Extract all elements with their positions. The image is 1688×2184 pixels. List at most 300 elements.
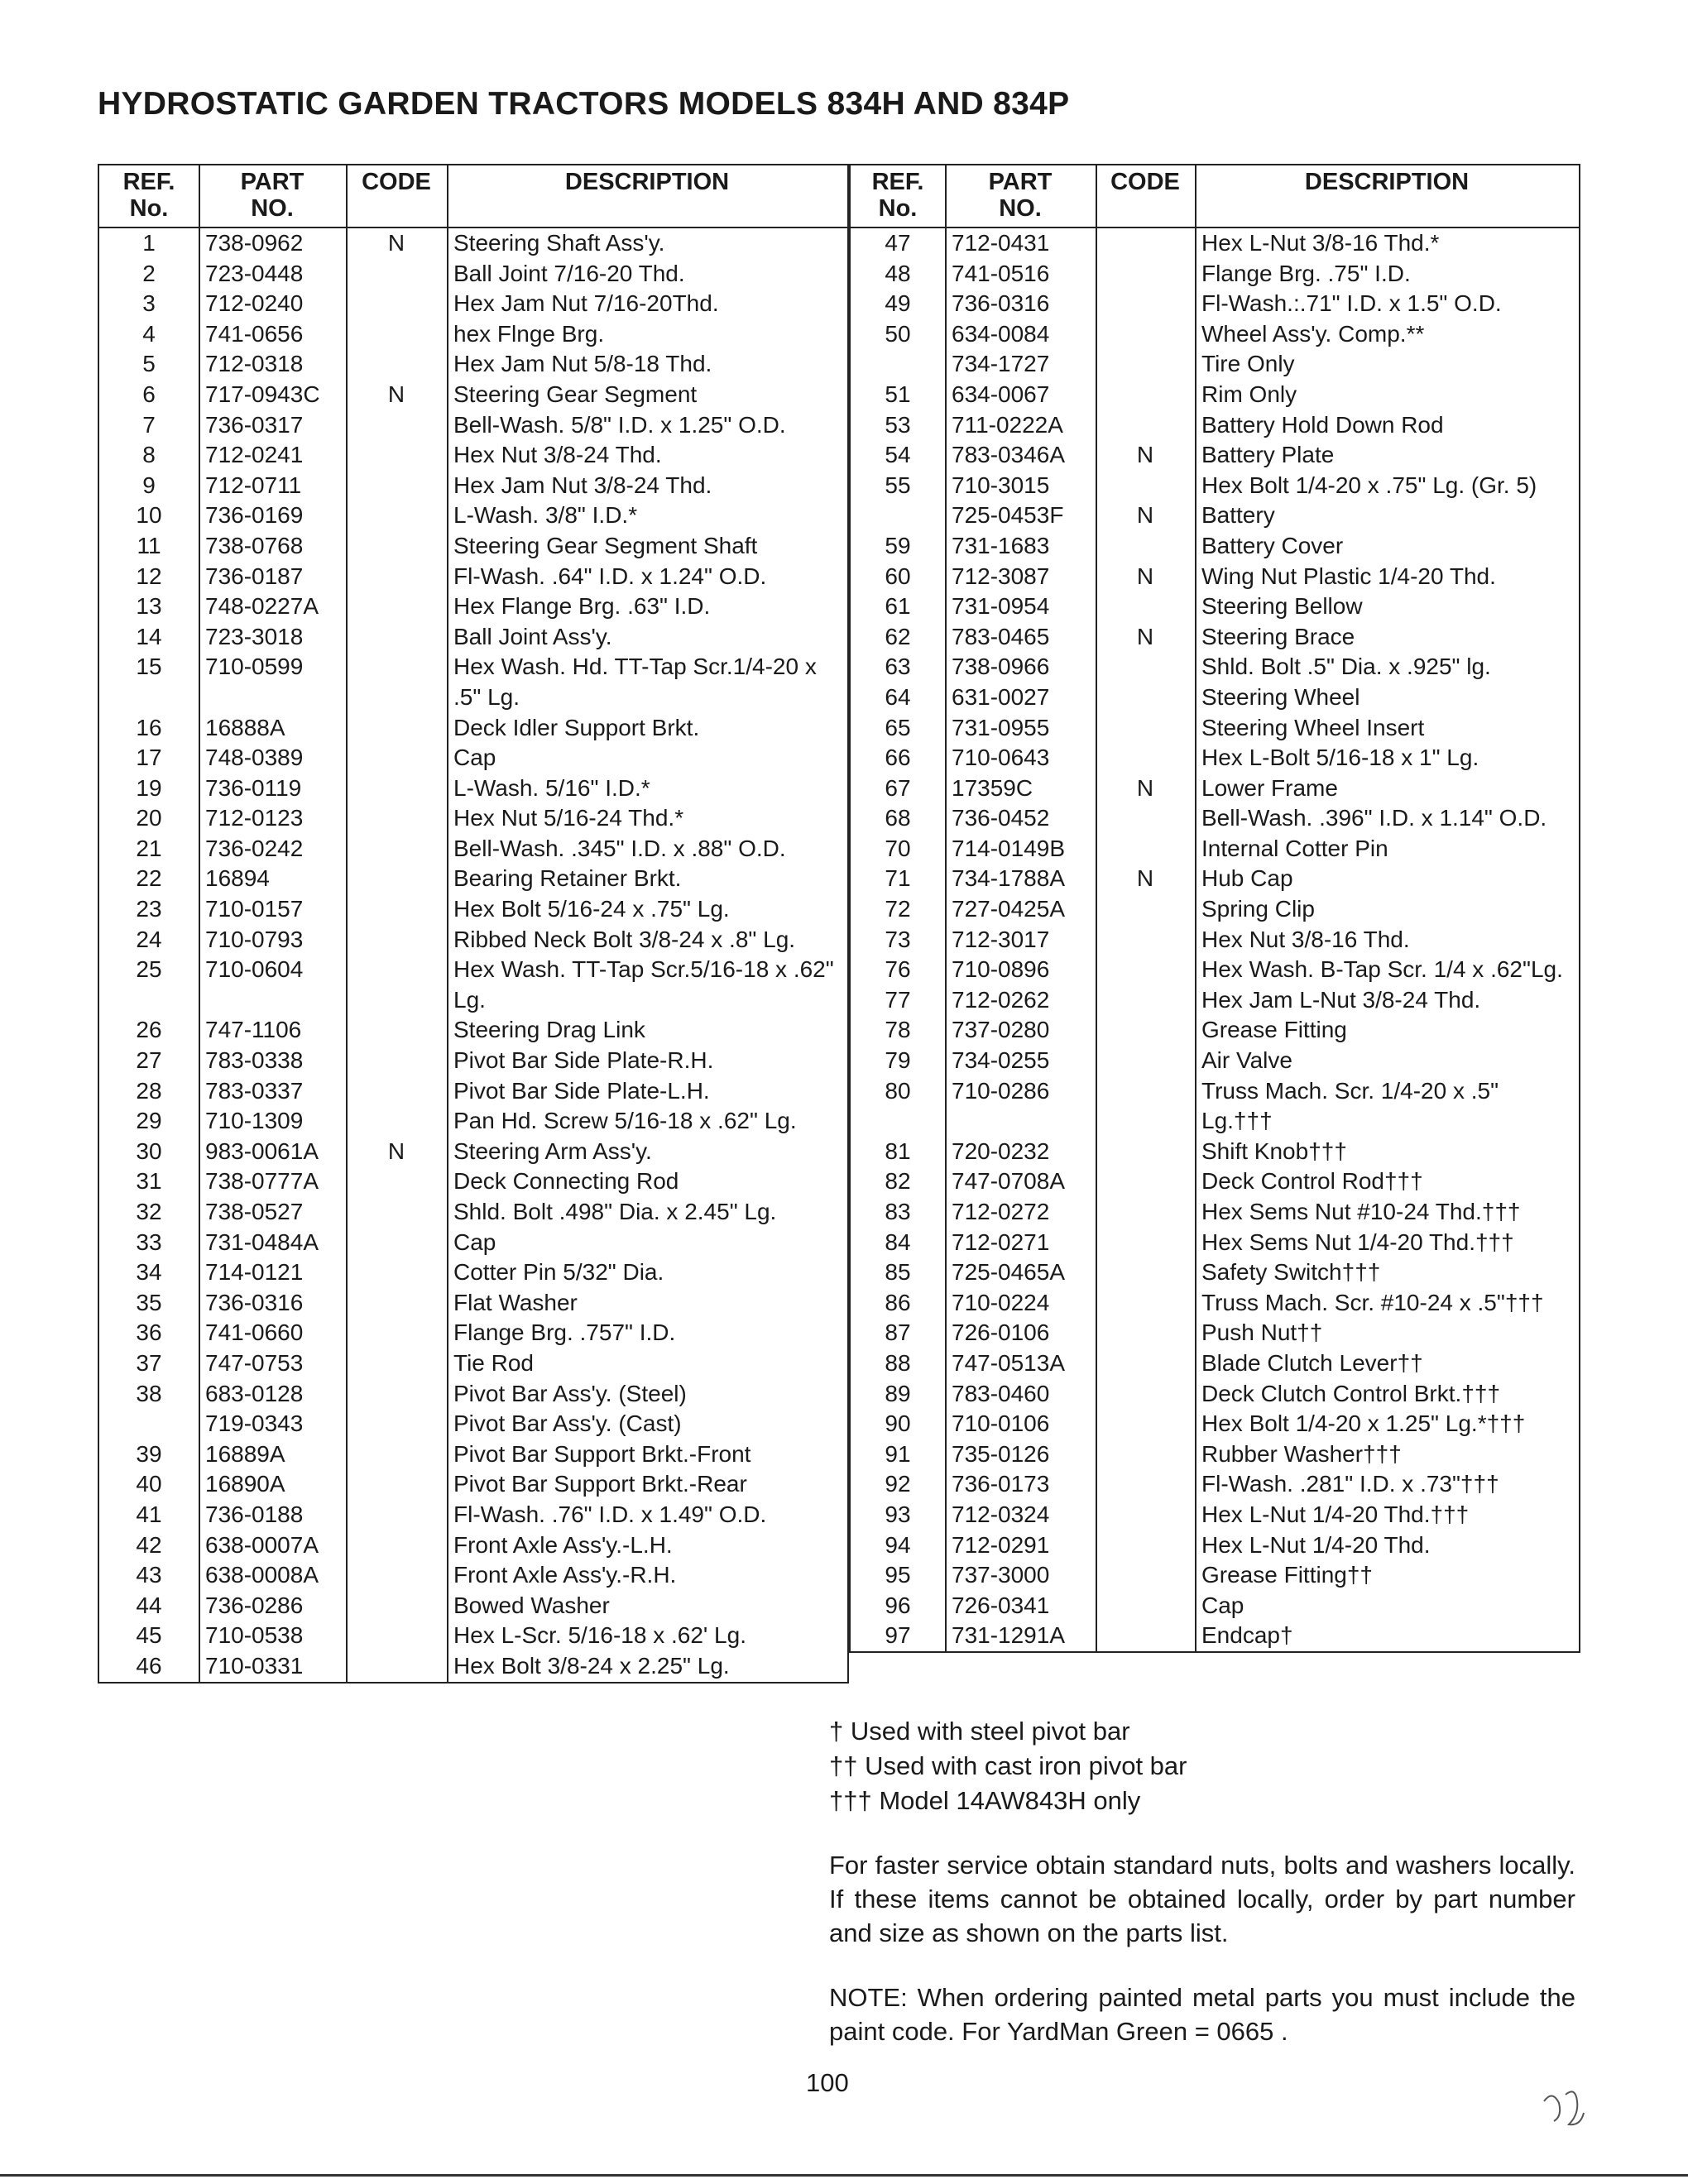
- part-number-cell: 638-0008A: [205, 1562, 319, 1588]
- part-number-cell: 717-0943C: [205, 381, 320, 407]
- description-cell: Hex Sems Nut #10-24 Thd.†††: [1201, 1199, 1521, 1224]
- ref-cell: 11: [137, 532, 161, 558]
- ref-cell: 40: [136, 1471, 162, 1497]
- part-number-cell: 738-0966: [952, 654, 1050, 680]
- ref-cell: 77: [885, 986, 911, 1013]
- part-number-cell: 16888A: [205, 714, 285, 740]
- table-row: [99, 1257, 847, 1288]
- table-row: [99, 803, 847, 834]
- table-row: [851, 319, 1579, 350]
- description-cell: Hex Wash. Hd. TT-Tap Scr.1/4-20 x .5" Lg.: [453, 654, 817, 710]
- table-row: [99, 1015, 847, 1046]
- part-number-cell: 710-0896: [952, 956, 1050, 983]
- table-row: [851, 864, 1579, 894]
- description-cell: Hex Nut 5/16-24 Thd.*: [453, 805, 684, 831]
- table-row: [851, 774, 1579, 804]
- part-number-cell: 710-0286: [952, 1077, 1050, 1104]
- part-number-cell: 736-0286: [205, 1592, 304, 1618]
- description-cell: Internal Cotter Pin: [1201, 835, 1388, 861]
- ref-cell: 25: [136, 956, 162, 983]
- part-number-cell: 712-0431: [952, 230, 1050, 256]
- table-row: [99, 1228, 847, 1258]
- table-row: [851, 228, 1579, 259]
- part-number-cell: 983-0061A: [205, 1138, 319, 1164]
- table-row: [99, 1288, 847, 1319]
- table-row: [99, 1166, 847, 1197]
- description-cell: Battery Hold Down Rod: [1201, 411, 1444, 438]
- table-row: [99, 622, 847, 653]
- ref-cell: 62: [885, 623, 911, 649]
- ref-cell: 82: [885, 1168, 911, 1195]
- ref-cell: 81: [885, 1138, 911, 1164]
- part-header: PART NO.: [988, 169, 1053, 222]
- part-number-cell: 736-0317: [205, 411, 304, 438]
- table-row: [99, 1137, 847, 1167]
- ref-cell: 21: [136, 835, 162, 861]
- part-number-cell: 737-3000: [952, 1562, 1050, 1588]
- table-row: [851, 471, 1579, 501]
- ref-cell: 36: [136, 1320, 162, 1346]
- description-cell: L-Wash. 3/8" I.D.*: [453, 502, 638, 529]
- table-row: [851, 289, 1579, 319]
- description-cell: Truss Mach. Scr. 1/4-20 x .5" Lg.†††: [1201, 1077, 1499, 1134]
- ref-cell: 45: [136, 1622, 162, 1649]
- part-number-cell: 710-3015: [952, 472, 1050, 498]
- parts-table-right: [849, 164, 1580, 1653]
- table-row: [851, 1409, 1579, 1439]
- part-number-cell: 735-0126: [952, 1440, 1050, 1467]
- ref-cell: 86: [885, 1289, 911, 1315]
- description-cell: Hex Jam Nut 5/8-18 Thd.: [453, 351, 712, 377]
- table-row: [851, 1439, 1579, 1470]
- part-number-cell: 723-0448: [205, 260, 304, 286]
- part-number-cell: 727-0425A: [952, 896, 1066, 922]
- description-cell: Air Valve: [1201, 1047, 1292, 1074]
- ref-cell: 1: [142, 230, 156, 256]
- ref-cell: 31: [136, 1168, 162, 1195]
- code-cell: N: [1136, 442, 1154, 468]
- part-number-cell: 710-0538: [205, 1622, 304, 1649]
- part-number-cell: 736-0452: [952, 805, 1050, 831]
- part-number-cell: 747-0513A: [952, 1349, 1066, 1376]
- description-cell: Flange Brg. .75" I.D.: [1201, 260, 1411, 286]
- part-number-cell: 712-3087: [952, 563, 1050, 589]
- part-number-cell: 783-0338: [205, 1047, 304, 1074]
- part-number-cell: 710-1309: [205, 1108, 304, 1134]
- code-cell: N: [1136, 774, 1154, 801]
- ref-cell: 5: [142, 351, 156, 377]
- table-row: [99, 228, 847, 259]
- table-row: [99, 1530, 847, 1561]
- page-title: HYDROSTATIC GARDEN TRACTORS MODELS 834H AND 834P: [98, 86, 1070, 122]
- description-cell: Hex L-Scr. 5/16-18 x .62' Lg.: [453, 1622, 746, 1649]
- description-cell: Hub Cap: [1201, 865, 1293, 892]
- ref-cell: 54: [885, 442, 911, 468]
- description-cell: Endcap†: [1201, 1622, 1293, 1649]
- paint-note: NOTE: When ordering painted metal parts you must include the paint code. For YardMan Green = 0665 .: [829, 1983, 1575, 2046]
- table-row: [851, 1076, 1579, 1137]
- ref-cell: 46: [136, 1652, 162, 1679]
- description-header: DESCRIPTION: [564, 169, 730, 195]
- ref-header: REF. No.: [122, 169, 175, 222]
- description-cell: Shld. Bolt .498" Dia. x 2.45" Lg.: [453, 1199, 777, 1224]
- part-number-cell: 712-0711: [205, 472, 302, 498]
- description-cell: Truss Mach. Scr. #10-24 x .5"†††: [1201, 1289, 1544, 1315]
- ref-cell: 94: [885, 1531, 911, 1558]
- description-cell: Hex Wash. TT-Tap Scr.5/16-18 x .62" Lg.: [453, 956, 834, 1013]
- part-number-cell: 736-0119: [205, 774, 302, 801]
- table-row: [99, 471, 847, 501]
- description-cell: Fl-Wash. .76" I.D. x 1.49" O.D.: [453, 1501, 767, 1527]
- ref-cell: 33: [136, 1228, 162, 1255]
- code-cell: N: [1136, 623, 1154, 649]
- description-cell: Pivot Bar Support Brkt.-Front: [453, 1440, 751, 1467]
- table-row: [851, 440, 1579, 471]
- ref-cell: 13: [136, 593, 162, 620]
- part-number-cell: 710-0793: [205, 926, 304, 952]
- part-number-cell: 634-0067: [952, 381, 1050, 407]
- table-header: [851, 165, 1579, 228]
- ref-cell: 66: [885, 745, 911, 771]
- table-row: [99, 1318, 847, 1348]
- part-number-cell: 783-0337: [205, 1077, 304, 1104]
- ref-cell: 47: [885, 230, 911, 256]
- table-row: [851, 1318, 1579, 1348]
- code-header: CODE: [1110, 169, 1180, 195]
- description-cell: Wheel Ass'y. Comp.**: [1201, 320, 1425, 347]
- ref-cell: 14: [136, 623, 162, 649]
- part-number-cell: 714-0149B: [952, 835, 1066, 861]
- parts-table-left: [98, 164, 849, 1684]
- code-cell: N: [1136, 502, 1154, 529]
- ref-cell: 9: [142, 472, 156, 498]
- description-cell: Pivot Bar Support Brkt.-Rear: [453, 1471, 747, 1497]
- part-number-cell: 738-0777A: [205, 1168, 319, 1195]
- part-number-cell: 638-0007A: [205, 1531, 319, 1558]
- table-row: [99, 1046, 847, 1076]
- part-number-cell: 736-0169: [205, 502, 304, 529]
- table-row: [851, 1560, 1579, 1591]
- description-cell: Hex Bolt 3/8-24 x 2.25" Lg.: [453, 1652, 730, 1679]
- part-number-cell: 748-0227A: [205, 593, 319, 620]
- ref-cell: 12: [136, 563, 162, 589]
- description-cell: Tie Rod: [453, 1349, 535, 1376]
- description-cell: Flange Brg. .757" I.D.: [453, 1320, 676, 1346]
- description-cell: Cotter Pin 5/32" Dia.: [453, 1259, 664, 1286]
- table-row: [99, 1348, 847, 1379]
- description-cell: Grease Fitting††: [1201, 1562, 1373, 1588]
- ref-cell: 30: [136, 1138, 162, 1164]
- service-note: For faster service obtain standard nuts, bolts and washers locally. If these items cannot be obtained locally, order by part number and size as shown on the parts list.: [829, 1851, 1575, 1947]
- description-cell: Hex Nut 3/8-16 Thd.: [1201, 926, 1410, 952]
- footnote-steel: † Used with steel pivot bar: [829, 1717, 1130, 1746]
- description-cell: Pivot Bar Side Plate-L.H.: [453, 1077, 710, 1104]
- description-cell: Spring Clip: [1201, 896, 1315, 922]
- ref-cell: 34: [136, 1259, 162, 1286]
- description-cell: Hex Flange Brg. .63" I.D.: [453, 593, 711, 620]
- table-row: [851, 803, 1579, 834]
- part-number-cell: 711-0222A: [952, 411, 1063, 438]
- table-row: [851, 743, 1579, 774]
- description-cell: Steering Gear Segment: [453, 381, 698, 407]
- part-number-cell: 710-0331: [205, 1652, 304, 1679]
- description-cell: Hex Bolt 1/4-20 x 1.25" Lg.*†††: [1201, 1410, 1526, 1437]
- ref-cell: 28: [136, 1077, 162, 1104]
- description-cell: Shld. Bolt .5" Dia. x .925" lg.: [1201, 654, 1491, 680]
- description-cell: Hex L-Bolt 5/16-18 x 1" Lg.: [1201, 745, 1479, 771]
- ref-cell: 4: [142, 320, 156, 347]
- ref-cell: 39: [136, 1440, 162, 1467]
- table-row: [99, 1439, 847, 1470]
- part-header: PART NO.: [240, 169, 305, 222]
- table-row: [99, 1591, 847, 1621]
- code-header: CODE: [362, 169, 431, 195]
- description-cell: L-Wash. 5/16" I.D.*: [453, 774, 650, 801]
- ref-cell: 91: [885, 1440, 911, 1467]
- description-cell: Hex Nut 3/8-24 Thd.: [453, 442, 662, 468]
- table-header: [99, 165, 847, 228]
- description-cell: Fl-Wash. .281" I.D. x .73"†††: [1201, 1471, 1499, 1497]
- table-row: [851, 349, 1579, 380]
- part-number-cell: 747-1106: [205, 1017, 302, 1043]
- ref-cell: 41: [136, 1501, 162, 1527]
- part-number-cell: 738-0527: [205, 1199, 304, 1224]
- ref-cell: 84: [885, 1228, 911, 1255]
- ref-cell: 78: [885, 1017, 911, 1043]
- description-cell: Hex Jam L-Nut 3/8-24 Thd.: [1201, 986, 1481, 1013]
- description-cell: Cap: [453, 1228, 496, 1255]
- ref-cell: 43: [136, 1562, 162, 1588]
- table-row: [851, 1379, 1579, 1410]
- ref-cell: 76: [885, 956, 911, 983]
- ref-cell: 64: [885, 683, 911, 710]
- bottom-rule: [0, 2174, 1688, 2177]
- ref-cell: 10: [136, 502, 162, 529]
- description-cell: Ribbed Neck Bolt 3/8-24 x .8" Lg.: [453, 926, 796, 952]
- part-number-cell: 783-0346A: [952, 442, 1066, 468]
- table-row: [851, 562, 1579, 592]
- part-number-cell: 17359C: [952, 774, 1033, 801]
- ref-cell: 19: [136, 774, 162, 801]
- part-number-cell: 723-3018: [205, 623, 304, 649]
- description-cell: Steering Arm Ass'y.: [453, 1138, 652, 1164]
- part-number-cell: 731-0954: [952, 593, 1050, 620]
- part-number-cell: 725-0465A: [952, 1259, 1066, 1286]
- table-row: [851, 1166, 1579, 1197]
- description-cell: Hex L-Nut 1/4-20 Thd.: [1201, 1531, 1431, 1558]
- description-cell: Battery Cover: [1201, 532, 1344, 558]
- description-cell: Deck Connecting Rod: [453, 1168, 679, 1195]
- part-number-cell: 736-0173: [952, 1471, 1050, 1497]
- ref-cell: 50: [885, 320, 911, 347]
- part-number-cell: 710-0599: [205, 654, 304, 680]
- ref-cell: 96: [885, 1592, 911, 1618]
- table-row: [851, 925, 1579, 956]
- description-cell: Bell-Wash. .396" I.D. x 1.14" O.D.: [1201, 805, 1547, 831]
- description-cell: Hex Sems Nut 1/4-20 Thd.†††: [1201, 1228, 1514, 1255]
- part-number-cell: 734-0255: [952, 1047, 1050, 1074]
- description-cell: Hex L-Nut 3/8-16 Thd.*: [1201, 230, 1440, 256]
- ref-cell: 20: [136, 805, 162, 831]
- table-row: [99, 259, 847, 290]
- description-cell: Hex Bolt 1/4-20 x .75" Lg. (Gr. 5): [1201, 472, 1537, 498]
- ref-cell: 93: [885, 1501, 911, 1527]
- description-cell: Bell-Wash. 5/8" I.D. x 1.25" O.D.: [453, 411, 786, 438]
- table-row: [99, 864, 847, 894]
- table-row: [99, 410, 847, 441]
- table-row: [851, 1530, 1579, 1561]
- description-cell: Rim Only: [1201, 381, 1297, 407]
- table-row: [99, 1409, 847, 1439]
- part-number-cell: 747-0708A: [952, 1168, 1066, 1195]
- table-row: [99, 713, 847, 744]
- table-row: [851, 894, 1579, 925]
- table-row: [851, 985, 1579, 1016]
- part-number-cell: 731-1291A: [952, 1622, 1066, 1649]
- description-cell: Lower Frame: [1201, 774, 1338, 801]
- description-cell: Rubber Washer†††: [1201, 1440, 1402, 1467]
- code-cell: N: [387, 1138, 405, 1164]
- description-cell: Steering Drag Link: [453, 1017, 645, 1043]
- description-cell: Hex Wash. B-Tap Scr. 1/4 x .62"Lg.: [1201, 956, 1563, 983]
- table-row: [99, 440, 847, 471]
- part-number-cell: 16889A: [205, 1440, 285, 1467]
- part-number-cell: 736-0242: [205, 835, 304, 861]
- table-row: [851, 1348, 1579, 1379]
- part-number-cell: 710-0106: [952, 1410, 1050, 1437]
- part-number-cell: 712-0291: [952, 1531, 1050, 1558]
- description-cell: Pivot Bar Ass'y. (Steel): [453, 1380, 687, 1406]
- description-cell: Bowed Washer: [453, 1592, 610, 1618]
- part-number-cell: 741-0516: [952, 260, 1050, 286]
- part-number-cell: 710-0224: [952, 1289, 1050, 1315]
- table-row: [851, 1197, 1579, 1228]
- part-number-cell: 736-0187: [205, 563, 304, 589]
- table-row: [99, 380, 847, 410]
- part-number-cell: 720-0232: [952, 1138, 1050, 1164]
- ref-cell: 53: [885, 411, 911, 438]
- table-row: [99, 1560, 847, 1591]
- footnotes: [829, 1714, 1187, 1818]
- ref-cell: 87: [885, 1320, 911, 1346]
- description-cell: Ball Joint Ass'y.: [453, 623, 612, 649]
- ref-cell: 7: [142, 411, 156, 438]
- part-number-cell: 736-0316: [952, 290, 1050, 317]
- table-row: [99, 531, 847, 562]
- part-number-cell: 748-0389: [205, 745, 304, 771]
- part-number-cell: 734-1727: [952, 351, 1050, 377]
- ref-cell: 60: [885, 563, 911, 589]
- ref-cell: 73: [885, 926, 911, 952]
- ref-cell: 42: [136, 1531, 162, 1558]
- description-cell: Hex Jam Nut 7/16-20Thd.: [453, 290, 719, 317]
- description-cell: Blade Clutch Lever††: [1201, 1349, 1423, 1376]
- part-number-cell: 738-0962: [205, 230, 304, 256]
- table-row: [851, 1288, 1579, 1319]
- description-cell: Bell-Wash. .345" I.D. x .88" O.D.: [453, 835, 786, 861]
- table-row: [851, 1137, 1579, 1167]
- part-number-cell: 631-0027: [952, 683, 1050, 710]
- code-cell: N: [387, 230, 405, 256]
- ref-cell: 23: [136, 896, 162, 922]
- part-number-cell: 712-0262: [952, 986, 1050, 1013]
- part-number-cell: 712-0318: [205, 351, 304, 377]
- description-cell: Steering Wheel Insert: [1201, 714, 1425, 740]
- part-number-cell: 734-1788A: [952, 865, 1066, 892]
- part-number-cell: 737-0280: [952, 1017, 1050, 1043]
- table-row: [851, 652, 1579, 682]
- ref-cell: 61: [885, 593, 911, 620]
- part-number-cell: 712-0123: [205, 805, 304, 831]
- footnote-model: ††† Model 14AW843H only: [829, 1786, 1141, 1815]
- ref-cell: 35: [136, 1289, 162, 1315]
- part-number-cell: 736-0188: [205, 1501, 304, 1527]
- table-row: [99, 834, 847, 864]
- table-row: [99, 1197, 847, 1228]
- table-row: [851, 410, 1579, 441]
- description-cell: Deck Control Rod†††: [1201, 1168, 1423, 1195]
- ref-cell: 15: [136, 654, 162, 680]
- part-number-cell: 747-0753: [205, 1349, 304, 1376]
- table-row: [851, 955, 1579, 985]
- table-row: [851, 380, 1579, 410]
- part-number-cell: 726-0106: [952, 1320, 1050, 1346]
- part-number-cell: 741-0660: [205, 1320, 304, 1346]
- code-cell: N: [387, 381, 405, 407]
- table-row: [851, 259, 1579, 290]
- ref-cell: 44: [136, 1592, 162, 1618]
- ref-cell: 16: [136, 714, 162, 740]
- table-row: [851, 834, 1579, 864]
- ref-cell: 90: [885, 1410, 911, 1437]
- description-cell: Deck Idler Support Brkt.: [453, 714, 700, 740]
- description-cell: Grease Fitting: [1201, 1017, 1347, 1043]
- table-row: [851, 713, 1579, 744]
- table-row: [851, 682, 1579, 713]
- part-number-cell: 712-3017: [952, 926, 1050, 952]
- table-row: [99, 500, 847, 531]
- code-cell: N: [1136, 865, 1154, 892]
- description-cell: Shift Knob†††: [1201, 1138, 1347, 1164]
- part-number-cell: 741-0656: [205, 320, 304, 347]
- description-cell: Bearing Retainer Brkt.: [453, 865, 682, 892]
- table-row: [99, 289, 847, 319]
- description-cell: Steering Bellow: [1201, 593, 1363, 620]
- table-body: [851, 228, 1579, 1651]
- footnote-cast-iron: †† Used with cast iron pivot bar: [829, 1751, 1187, 1780]
- description-cell: Front Axle Ass'y.-R.H.: [453, 1562, 677, 1588]
- ref-cell: 38: [136, 1380, 162, 1406]
- table-row: [99, 1469, 847, 1500]
- ref-cell: 32: [136, 1199, 162, 1224]
- description-cell: Fl-Wash. .64" I.D. x 1.24" O.D.: [453, 563, 767, 589]
- page-number: 100: [806, 2068, 849, 2097]
- ref-cell: 8: [142, 442, 156, 468]
- part-number-cell: 738-0768: [205, 532, 304, 558]
- part-number-cell: 731-1683: [952, 532, 1050, 558]
- ref-cell: 59: [885, 532, 911, 558]
- table-row: [851, 1591, 1579, 1621]
- table-row: [851, 1257, 1579, 1288]
- table-row: [99, 774, 847, 804]
- description-cell: Pivot Bar Side Plate-R.H.: [453, 1047, 714, 1074]
- ref-cell: 55: [885, 472, 911, 498]
- description-cell: Battery: [1201, 502, 1275, 529]
- ref-cell: 79: [885, 1047, 911, 1074]
- description-cell: Front Axle Ass'y.-L.H.: [453, 1531, 673, 1558]
- ref-cell: 83: [885, 1199, 911, 1224]
- description-cell: Hex Jam Nut 3/8-24 Thd.: [453, 472, 712, 498]
